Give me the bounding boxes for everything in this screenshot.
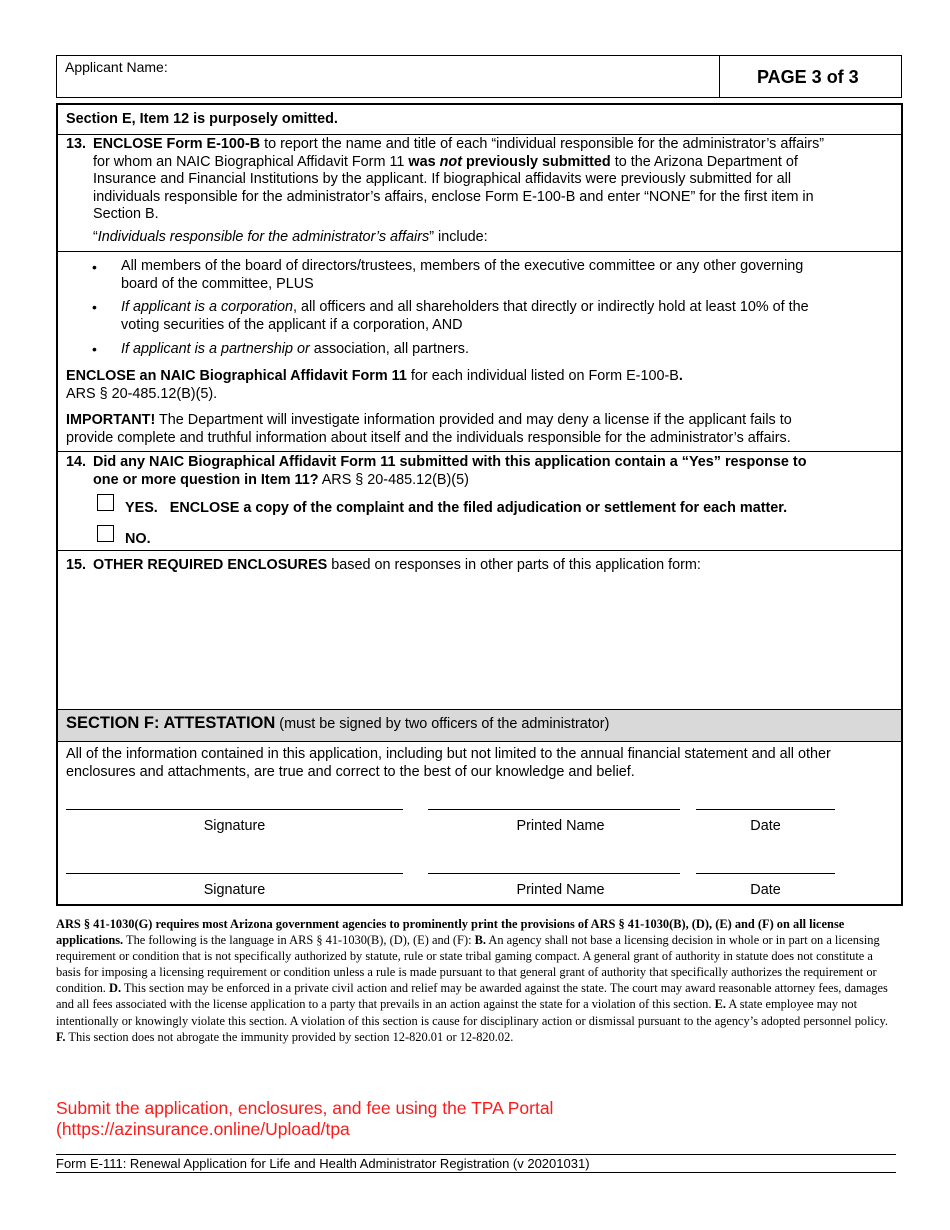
item-14-ars: ARS § 20-485.12(B)(5) [318, 471, 469, 488]
yes-label: YES. ENCLOSE a copy of the complaint and the filed adjudication or settlement for each matter. [125, 500, 788, 516]
include-text: ” include: [429, 229, 488, 245]
submit-instructions [56, 1098, 553, 1140]
bullet-icon: • [92, 299, 97, 315]
page-number: PAGE 3 of 3 [757, 67, 859, 87]
divider [58, 741, 901, 742]
applicant-name-label: Applicant Name: [65, 59, 168, 75]
bullet-3-text: association, all partners. [309, 341, 469, 357]
item-15-label: OTHER REQUIRED ENCLOSURES [93, 557, 328, 573]
bullet-3 [121, 341, 469, 359]
printed-name-line-2[interactable] [428, 873, 680, 874]
no-checkbox[interactable] [97, 525, 114, 542]
signature-label: Signature [203, 882, 266, 898]
notice-e-text: A state employee may not intentionally or knowingly violate this section. A violation of this section is cause for disciplinary action or dismissal pursuant to the agency’s adopted personnel policy. [56, 997, 888, 1028]
bullet-1-line-2: board of the committee, PLUS [121, 275, 314, 292]
important-line-1 [66, 412, 792, 430]
signature-label: Signature [203, 818, 266, 834]
printed-name-label: Printed Name [516, 882, 605, 898]
individuals-responsible-term: Individuals responsible for the administrator’s affairs [97, 229, 430, 245]
divider [58, 550, 901, 551]
section-f-header [58, 710, 901, 741]
section-f-subtitle: (must be signed by two officers of the administrator) [275, 716, 610, 732]
date-label: Date [750, 882, 781, 898]
item-14-number: 14. [66, 454, 87, 470]
date-line-2[interactable] [696, 873, 835, 874]
notice-e-label: E. [714, 997, 726, 1012]
divider [58, 134, 901, 135]
item-15-line [93, 557, 701, 575]
item-13-line-4: individuals responsible for the administrator’s affairs, enclose Form E-100-B and enter “NONE” for the first item in [93, 188, 814, 205]
header-box [56, 55, 902, 98]
enclose-naic-text: for each individual listed on Form E-100-B [406, 368, 679, 384]
enclose-naic-line [66, 368, 683, 386]
important-line-2: provide complete and truthful information about itself and the individuals responsible for the administrator’s affairs. [66, 429, 791, 446]
item-13-text: to report the name and title of each “individual responsible for the administrator’s affairs” [260, 136, 825, 152]
signature-line-1[interactable] [66, 809, 403, 810]
footer-rule-bottom [56, 1172, 896, 1173]
item-14-question: one or more question in Item 11? [93, 471, 319, 488]
enclose-naic-ars: ARS § 20-485.12(B)(5). [66, 385, 218, 402]
bullet-1-line-1: All members of the board of directors/trustees, members of the executive committee or any other governing [121, 258, 804, 274]
footer-rule-top [56, 1154, 896, 1155]
item-13-text: for whom an NAIC Biographical Affidavit Form 11 [93, 153, 409, 170]
statutory-notice [56, 916, 898, 1045]
notice-intro: ARS § 41-1030(G) requires most Arizona government agencies to prominently print the provisions of ARS § 41-1030(B), (D), (E) and (F) on all license applications. [56, 917, 845, 948]
notice-text: The following is the language in ARS § 41-1030(B), (D), (E) and (F): [123, 933, 475, 948]
bullet-2-italic: If applicant is a corporation [121, 299, 293, 315]
submit-line-1: Submit the application, enclosures, and fee using the TPA Portal [56, 1098, 554, 1118]
signature-line-2[interactable] [66, 873, 403, 874]
bullet-icon: • [92, 341, 97, 357]
notice-b-label: B. [474, 933, 486, 948]
enclose-naic-bold: ENCLOSE an NAIC Biographical Affidavit Form 11 [66, 368, 407, 384]
enclose-naic-period: . [678, 368, 683, 384]
item-13-enclose-label: ENCLOSE Form E-100-B [93, 136, 261, 152]
notice-b-text: An agency shall not base a licensing decision in whole or in part on a licensing requirement or condition that is not specifically authorized by statute, rule or state tribal gaming compact. A general grant of authority in statute does not constitute a basis for imposing a licensing requirement or condition unless a rule is made pursuant to that general grant of authority that specifically authorizes the requirement or condition. [56, 933, 880, 996]
item-15-number: 15. [66, 557, 87, 573]
form-footer-title: Form E-111: Renewal Application for Life and Health Administrator Registration (v 20201031) [56, 1156, 590, 1171]
submit-portal-link[interactable]: (https://azinsurance.online/Upload/tpa [56, 1119, 350, 1139]
date-line-1[interactable] [696, 809, 835, 810]
important-label: IMPORTANT! [66, 412, 156, 428]
important-text: The Department will investigate information provided and may deny a license if the applicant fails to [155, 412, 792, 428]
printed-name-line-1[interactable] [428, 809, 680, 810]
divider [58, 451, 901, 452]
item-13-emphasis: previously submitted [461, 153, 611, 170]
bullet-icon: • [92, 259, 97, 275]
individuals-include-line [93, 229, 488, 247]
item-14-question-line-1: Did any NAIC Biographical Affidavit Form 11 submitted with this application contain a “Yes” response to [93, 454, 807, 470]
form-body [56, 103, 903, 906]
section-f-title: SECTION F: ATTESTATION [66, 714, 276, 732]
item-13-number: 13. [66, 136, 87, 152]
attestation-line-1: All of the information contained in this application, including but not limited to the annual financial statement and all other [66, 746, 831, 762]
item-13-line-3: Insurance and Financial Institutions by the applicant. If biographical affidavits were previously submitted for all [93, 171, 792, 187]
section-f-title-line [66, 715, 609, 734]
section-e-omitted-note: Section E, Item 12 is purposely omitted. [66, 111, 338, 127]
item-13-line-5: Section B. [93, 206, 159, 222]
item-13-text: to the Arizona Department of [610, 153, 798, 170]
bullet-2-line-1 [121, 299, 809, 317]
item-13-line-2 [93, 154, 798, 172]
divider [58, 251, 901, 252]
notice-f-text: This section does not abrogate the immunity provided by section 12-820.01 or 12-820.02. [65, 1029, 514, 1044]
item-15-enclosures-area[interactable] [58, 579, 901, 709]
attestation-line-2: enclosures and attachments, are true and correct to the best of our knowledge and belief. [66, 763, 635, 780]
item-13-line-1 [93, 136, 824, 154]
yes-checkbox[interactable] [97, 494, 114, 511]
quote-mark: “ [93, 229, 98, 245]
bullet-2-text: , all officers and all shareholders that directly or indirectly hold at least 10% of the [293, 299, 809, 315]
item-13-emphasis-not: not [439, 153, 462, 170]
bullet-2-line-2: voting securities of the applicant if a corporation, AND [121, 316, 463, 333]
printed-name-label: Printed Name [516, 818, 605, 834]
bullet-3-italic: If applicant is a partnership or [121, 341, 310, 357]
item-13-emphasis: was [408, 153, 440, 170]
notice-d-label: D. [109, 981, 122, 996]
no-label: NO. [125, 531, 151, 547]
item-14-question-line-2 [93, 472, 469, 490]
date-label: Date [750, 818, 781, 834]
header-divider [719, 56, 720, 97]
notice-f-label: F. [56, 1029, 66, 1044]
item-15-text: based on responses in other parts of this application form: [327, 557, 701, 573]
notice-d-text: This section may be enforced in a private civil action and relief may be awarded against the state. The court may award reasonable attorney fees, damages and all fees associated with the license application to a party that prevails in an action against the state for a violation of this section. [56, 981, 888, 1012]
